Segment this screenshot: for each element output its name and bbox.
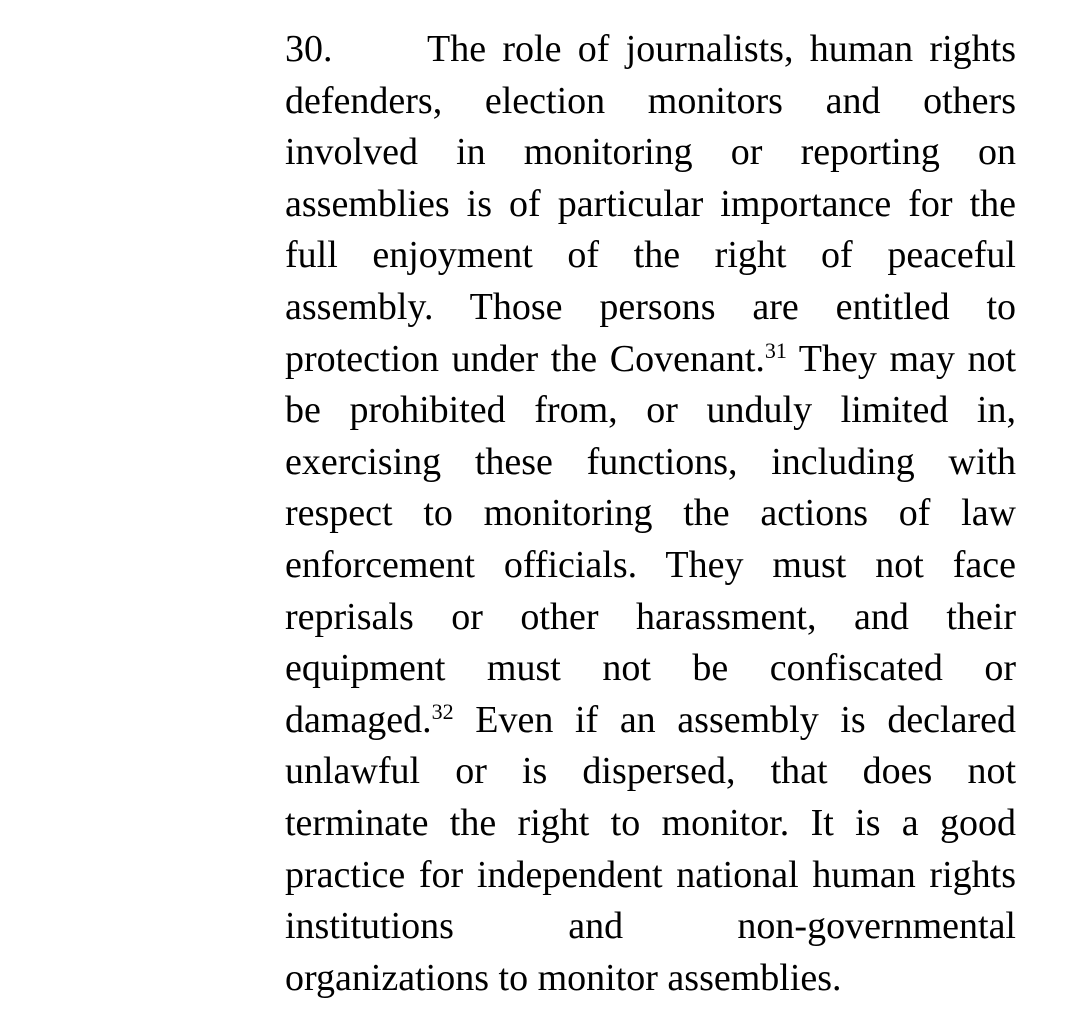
line-text: damaged. <box>285 698 432 741</box>
paragraph-line <box>285 592 1016 644</box>
paragraph-number: 30. <box>285 28 333 70</box>
paragraph-line <box>285 488 1016 540</box>
line-text: full enjoyment of the right of peaceful <box>285 234 1016 277</box>
paragraph-line <box>285 127 1016 179</box>
line-text: practice for independent national human rights <box>285 853 1016 896</box>
line-text: assemblies is of particular importance for the <box>285 182 1016 225</box>
paragraph-line <box>285 540 1016 592</box>
paragraph-line <box>285 76 1016 128</box>
paragraph-line <box>285 24 1016 76</box>
line-text: protection under the Covenant. <box>285 337 765 380</box>
paragraph-line <box>285 746 1016 798</box>
paragraph-30 <box>285 24 1016 1004</box>
line-text: The role of journalists, human rights <box>427 28 1016 70</box>
paragraph-line <box>285 901 1016 953</box>
paragraph-line <box>285 179 1016 231</box>
paragraph-line <box>285 230 1016 282</box>
line-text: exercising these functions, including with <box>285 440 1016 483</box>
footnote-marker-31[interactable]: 31 <box>764 337 787 363</box>
paragraph-line <box>285 953 1016 1005</box>
line-text: assembly. Those persons are entitled to <box>285 285 1016 328</box>
line-text: unlawful or is dispersed, that does not <box>285 750 1016 793</box>
paragraph-line <box>285 437 1016 489</box>
paragraph-line <box>285 385 1016 437</box>
line-text: respect to monitoring the actions of law <box>285 492 1016 535</box>
paragraph-line <box>285 850 1016 902</box>
line-text: They may not <box>786 337 1017 380</box>
paragraph-line <box>285 798 1016 850</box>
footnote-marker-32[interactable]: 32 <box>431 698 454 724</box>
line-text: Even if an assembly is declared <box>453 698 1016 741</box>
line-text: involved in monitoring or reporting on <box>285 131 1016 174</box>
paragraph-line <box>285 334 1016 386</box>
line-text: enforcement officials. They must not face <box>285 543 1016 586</box>
line-text: be prohibited from, or unduly limited in, <box>285 389 1016 432</box>
paragraph-line <box>285 695 1016 747</box>
line-text: reprisals or other harassment, and their <box>285 595 1016 638</box>
line-text: organizations to monitor assemblies. <box>285 956 842 999</box>
line-text: equipment must not be confiscated or <box>285 647 1016 690</box>
line-text: terminate the right to monitor. It is a good <box>285 801 1016 844</box>
line-text: defenders, election monitors and others <box>285 79 1016 122</box>
line-text: institutions and non-governmental <box>285 905 1016 948</box>
paragraph-line <box>285 643 1016 695</box>
paragraph-line <box>285 282 1016 334</box>
